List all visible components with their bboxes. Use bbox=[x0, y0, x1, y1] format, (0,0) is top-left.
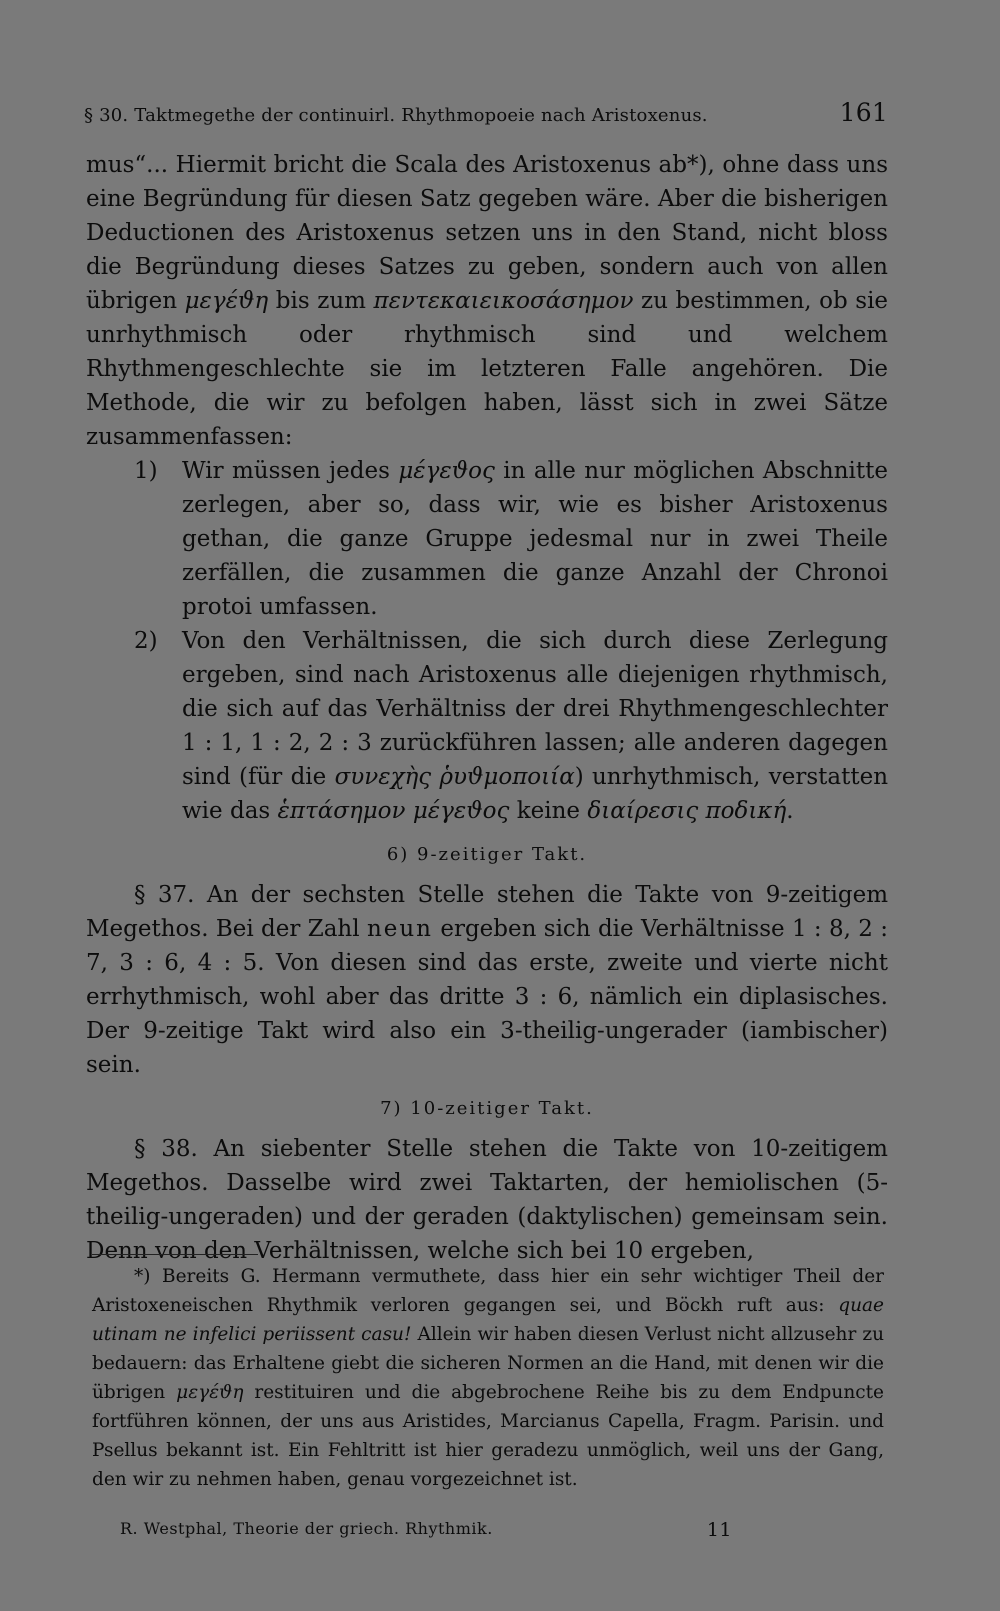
paragraph-37: § 37. An der sechsten Stelle stehen die Takte von 9-zeitigem Megethos. Bei der Zahl neun ergeben sich die Verhältnisse 1 : 8, 2 : 7, 3 : 6, 4 : 5. Von diesen sind das erste, zweite und vierte nicht errhythmisch, wohl aber das dritte 3 : 6, nämlich ein diplasisches. Der 9-zeitige Takt wird also ein 3-theilig-ungerader (iambischer) sein. bbox=[86, 882, 888, 1078]
list-item-2: 2) Von den Verhältnissen, die sich durch diese Zerlegung ergeben, sind nach Aristoxenus alle diejenigen rhythmisch, die sich auf das Verhältniss der drei Rhythmengeschlechter 1 : 1, 1 : 2, 2 : 3 zurückführen lassen; alle anderen dagegen sind (für die συνεχὴς ῥυϑμοποιία) unrhythmisch, verstatten wie das ἑπτάσημον μέγεϑος keine διαίρεσις ποδική. bbox=[86, 624, 888, 828]
spaced-word: neun bbox=[366, 916, 433, 942]
footnote: *) Bereits G. Hermann vermuthete, dass hier ein sehr wichtiger Theil der Aristoxeneischen Rhythmik verloren gegangen sei, und Böckh ruft aus: quae utinam ne infelici periissent casu! Allein wir haben diesen Verlust nicht allzusehr zu bedauern: das Erhaltene giebt die sicheren Normen an die Hand, mit denen wir die übrigen μεγέϑη restituiren und die abgebrochene Reihe bis zu dem Endpuncte fortführen können, der uns aus Aristides, Marcianus Capella, Fragm. Parisin. und Psellus bekannt ist. Ein Fehltritt ist hier geradezu unmöglich, weil uns der Gang, den wir zu nehmen haben, genau vorgezeichnet ist. bbox=[92, 1266, 884, 1490]
list-number: 1) bbox=[134, 458, 158, 484]
greek-term: μεγέϑη bbox=[184, 288, 269, 314]
signature-number: 11 bbox=[706, 1519, 732, 1541]
header-title: § 30. Taktmegethe der continuirl. Rhythmopoeie nach Aristoxenus. bbox=[84, 105, 708, 126]
greek-term: μεγέϑη bbox=[176, 1382, 244, 1403]
footnote-mark: *) bbox=[134, 1266, 151, 1287]
latin-quote: quae utinam ne infelici periissent casu! bbox=[92, 1295, 884, 1345]
greek-term: πεντεκαιεικοσάσημον bbox=[373, 288, 634, 314]
main-text bbox=[86, 148, 888, 1268]
page-number: 161 bbox=[839, 98, 888, 127]
footnote-rule bbox=[92, 1254, 258, 1255]
running-header bbox=[84, 98, 888, 127]
greek-term: διαίρεσις ποδική bbox=[587, 798, 787, 824]
greek-term: ἑπτάσημον μέγεϑος bbox=[277, 798, 510, 824]
paragraph-intro: mus“... Hiermit bricht die Scala des Aristoxenus ab*), ohne dass uns eine Begründung für diesen Satz gegeben wäre. Aber die bisherigen Deductionen des Aristoxenus setzen uns in den Stand, nicht bloss die Begründung dieses Satzes zu geben, sondern auch von allen übrigen μεγέϑη bis zum πεντεκαιεικοσάσημον zu bestimmen, ob sie unrhythmisch oder rhythmisch sind und welchem Rhythmengeschlechte sie im letzteren Falle angehören. Die Methode, die wir zu befolgen haben, lässt sich in zwei Sätze zusammenfassen: bbox=[86, 152, 889, 450]
greek-term: συνεχὴς ῥυϑμοποιία bbox=[334, 764, 575, 790]
page-footer bbox=[120, 1519, 732, 1541]
list-number: 2) bbox=[134, 628, 158, 654]
footer-reference: R. Westphal, Theorie der griech. Rhythmik. bbox=[120, 1519, 493, 1538]
section-subheading-7: 7) 10-zeitiger Takt. bbox=[380, 1098, 594, 1119]
paragraph-38: § 38. An siebenter Stelle stehen die Takte von 10-zeitigem Megethos. Dasselbe wird zwei Taktarten, der hemiolischen (5-theilig-ungeraden) und der geraden (daktylischen) gemeinsam sein. Denn von den Verhältnissen, welche sich bei 10 ergeben, bbox=[86, 1136, 888, 1264]
greek-term: μέγεϑος bbox=[398, 458, 495, 484]
section-subheading-6: 6) 9-zeitiger Takt. bbox=[386, 844, 588, 865]
list-item-1: 1) Wir müssen jedes μέγεϑος in alle nur möglichen Abschnitte zerlegen, aber so, dass wir, wie es bisher Aristoxenus gethan, die ganze Gruppe jedesmal nur in zwei Theile zerfällen, die zusammen die ganze Anzahl der Chronoi protoi umfassen. bbox=[86, 454, 888, 624]
